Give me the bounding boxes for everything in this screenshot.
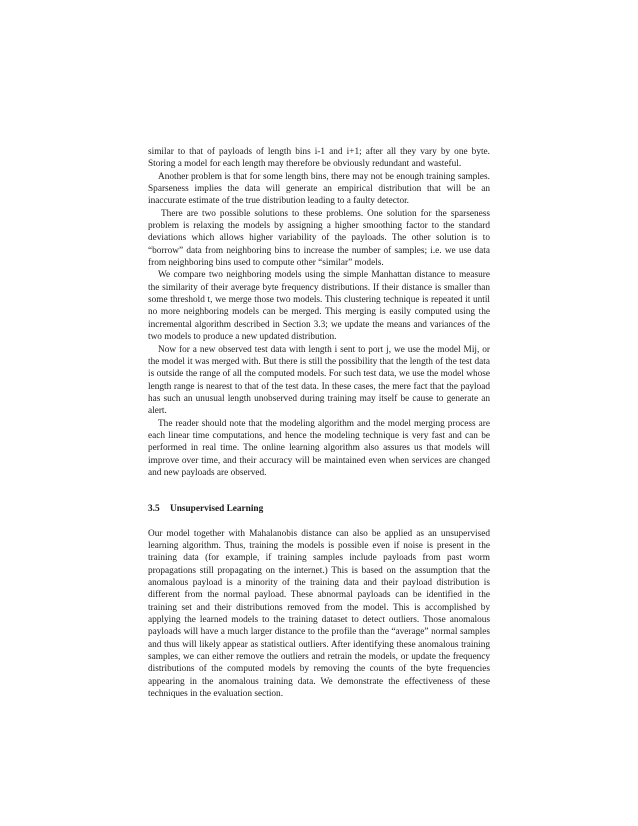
section-heading xyxy=(148,503,490,515)
paragraph-length-bins: similar to that of payloads of length bins i-1 and i+1; after all they vary by one byte. Storing a model for each length may therefore be obviously redundant and wasteful. xyxy=(148,147,490,170)
paragraph-manhattan-distance: We compare two neighboring models using the simple Manhattan distance to measure the similarity of their average byte frequency distributions. If their distance is smaller than some threshold t, we merge those two models. This clustering technique is repeated it until no more neighboring models can be merged. This merging is easily computed using the incremental algorithm described in Section 3.3; we update the means and variances of the two models to produce a new updated distribution. xyxy=(148,270,490,343)
page-body xyxy=(148,146,490,700)
section-title: Unsupervised Learning xyxy=(170,504,264,515)
paragraph-linear-time: The reader should note that the modeling algorithm and the model merging process are each linear time computations, and hence the modeling technique is very fast and can be performed in real time. The online learning algorithm also assures us that models will improve over time, and their accuracy will be maintained even when services are changed and new payloads are observed. xyxy=(148,418,490,478)
paragraph-solutions: There are two possible solutions to these problems. One solution for the sparseness problem is relaxing the models by assigning a higher smoothing factor to the standard deviations which allows higher variability of the payloads. The other solution is to “borrow” data from neighboring bins to increase the number of samples; i.e. we use data from neighboring bins used to compute other “similar” models. xyxy=(148,208,490,269)
paragraph-test-data: Now for a new observed test data with length i sent to port j, we use the model Mij, or the model it was merged with. But there is still the possibility that the length of the test data is outside the range of all the computed models. For such test data, we use the model whose length range is nearest to that of the test data. In these cases, the mere fact that the payload has such an unusual length unobserved during training may itself be cause to generate an alert. xyxy=(148,344,490,417)
section-number: 3.5 xyxy=(148,504,160,515)
paragraph-unsupervised: Our model together with Mahalanobis distance can also be applied as an unsupervised learning algorithm. Thus, training the models is possible even if noise is present in the training data (for example, if training samples include payloads from past worm propagations still propagating on the internet.) This is based on the assumption that the anomalous payload is a minority of the training data and their payload distribution is different from the normal payload. These abnormal payloads can be identified in the training set and their distributions removed from the model. This is accomplished by applying the learned models to the training dataset to detect outliers. Those anomalous payloads will have a much larger distance to the profile than the “average” normal samples and thus will likely appear as statistical outliers. After identifying these anomalous training samples, we can either remove the outliers and retrain the models, or update the frequency distributions of the computed models by removing the counts of the byte frequencies appearing in the anomalous training data. We demonstrate the effectiveness of these techniques in the evaluation section. xyxy=(148,528,490,700)
paragraph-sparseness: Another problem is that for some length bins, there may not be enough training samples. Sparseness implies the data will generate an empirical distribution that will be an inaccurate estimate of the true distribution leading to a faulty detector. xyxy=(148,171,490,207)
